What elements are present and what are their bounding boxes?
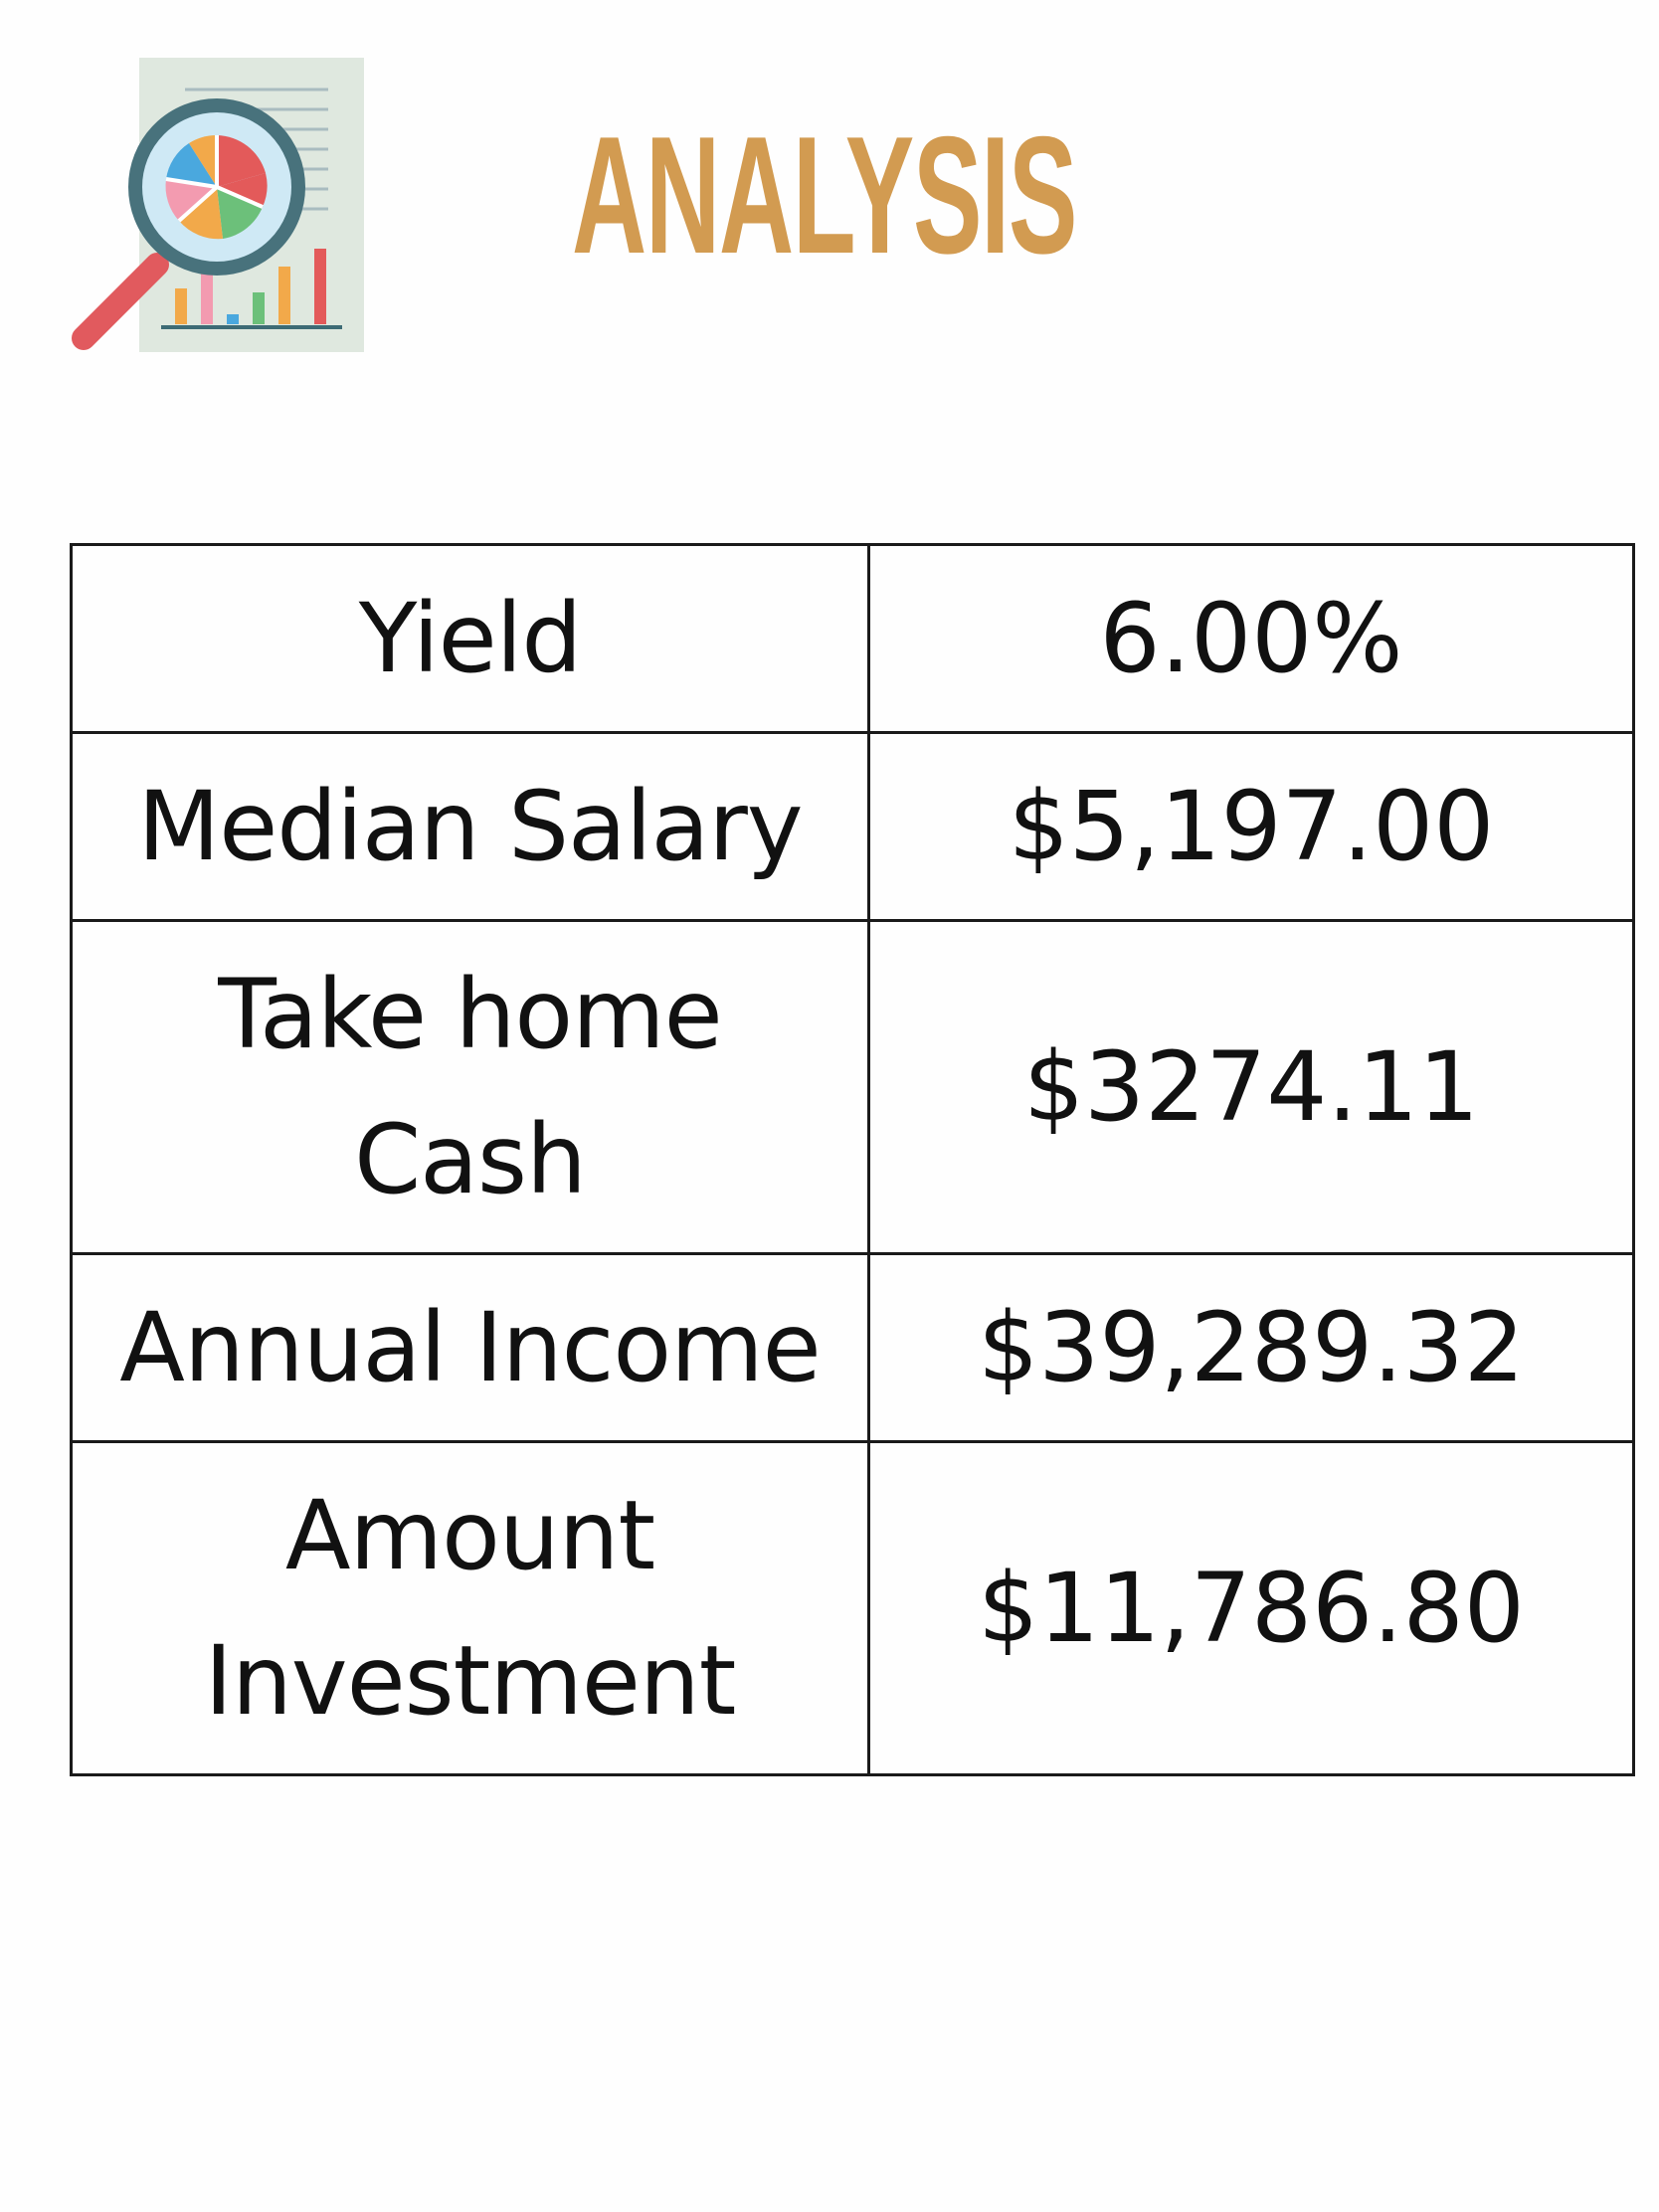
page-header [0,0,1659,378]
table-row [72,1254,1634,1442]
row-value [869,1254,1634,1442]
table-row [72,1442,1634,1775]
analysis-table [70,543,1635,1776]
annual-income-label: Annual Income [119,1292,821,1403]
row-value [869,733,1634,921]
amount-investment-value: $11,786.80 [978,1553,1525,1664]
take-home-cash-label: Take home Cash [218,959,722,1215]
take-home-cash-value: $3274.11 [1022,1031,1480,1143]
table-row [72,733,1634,921]
amount-investment-label: Amount Investment [204,1480,736,1737]
yield-value: 6.00% [1099,583,1403,694]
median-salary-value: $5,197.00 [1008,771,1495,882]
page-title: ANALYSIS [572,101,1077,288]
median-salary-label: Median Salary [137,771,803,882]
yield-label: Yield [358,583,582,694]
row-label [72,733,869,921]
annual-income-value: $39,289.32 [978,1292,1525,1403]
row-label [72,545,869,733]
row-label [72,1254,869,1442]
analysis-report-magnifier-icon [68,58,376,356]
row-value [869,545,1634,733]
row-label [72,921,869,1254]
table-row [72,921,1634,1254]
row-label [72,1442,869,1775]
row-value [869,1442,1634,1775]
analysis-table-container [70,543,1635,1776]
table-row [72,545,1634,733]
row-value [869,921,1634,1254]
